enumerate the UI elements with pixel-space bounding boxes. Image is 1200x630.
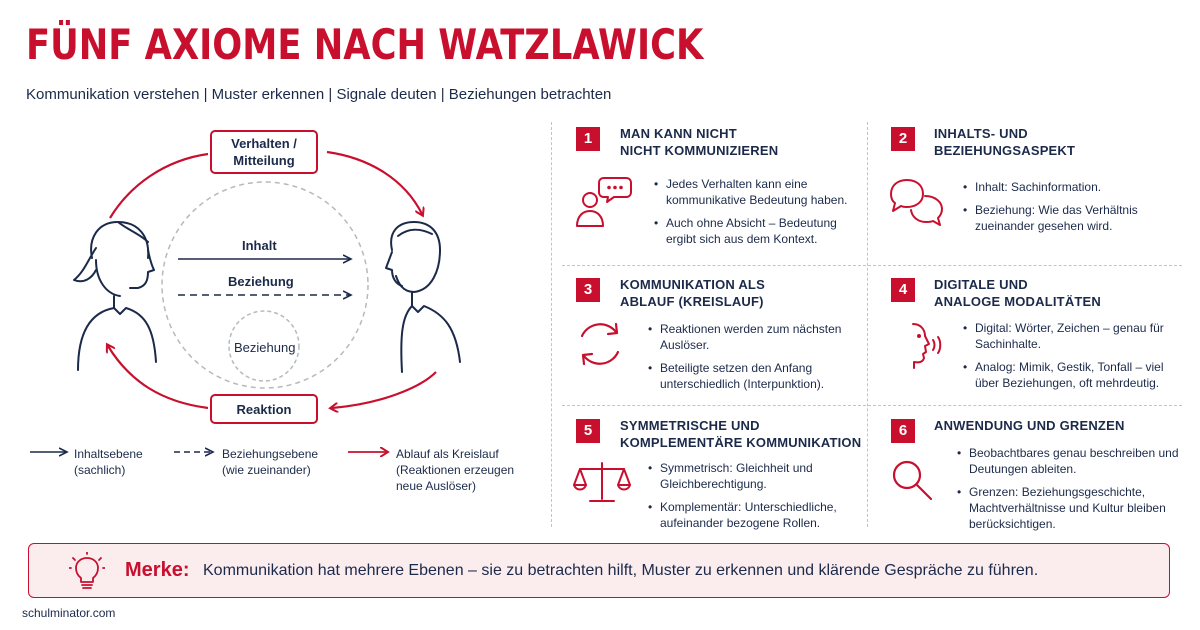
axiom-title-6: ANWENDUNG UND GRENZEN	[934, 418, 1125, 433]
bullet: • Reaktionen werden zum nächsten Auslöser.	[648, 321, 860, 353]
axiom-title-2: INHALTS- UND BEZIEHUNGSASPEKT	[934, 126, 1076, 158]
page-subtitle: Kommunikation verstehen | Muster erkennen | Signale deuten | Beziehungen betrachten	[26, 86, 612, 103]
person-speech-icon	[574, 174, 634, 230]
axiom-title-4: DIGITALE UND ANALOGE MODALITÄTEN	[934, 277, 1102, 309]
mitteilung-line: Mitteilung	[233, 153, 295, 168]
axiom-title-3: KOMMUNIKATION ALS ABLAUF (KREISLAUF)	[620, 277, 765, 309]
communication-diagram	[0, 110, 540, 530]
bullet: • Beziehung: Wie das Verhältnis zueinander gesehen wird.	[963, 202, 1168, 234]
page-title: FÜNF AXIOME NACH WATZLAWICK	[26, 20, 704, 69]
cycle-arc-bottom-left	[108, 346, 208, 408]
bullet: • Analog: Mimik, Gestik, Tonfall – viel über Beziehungen, oft mehrdeutig.	[963, 359, 1168, 391]
legend-inhaltsebene: Inhaltsebene (sachlich)	[74, 447, 143, 477]
axiom-bullets-3	[648, 321, 860, 399]
axiom-number-6: 6	[891, 419, 915, 443]
axiom-number-3: 3	[576, 278, 600, 302]
grid-divider-middle	[867, 122, 868, 527]
man-figure	[386, 222, 460, 372]
axiom-bullets-4	[963, 320, 1168, 398]
cycle-arc-bottom-right	[332, 372, 436, 408]
bullet: • Digital: Wörter, Zeichen – genau für Sachinhalte.	[963, 320, 1168, 352]
bullet: • Symmetrisch: Gleichheit und Gleichberechtigung.	[648, 460, 860, 492]
reaktion-box: Reaktion	[210, 394, 318, 424]
verhalten-mitteilung-box	[210, 130, 318, 174]
legend-beziehungsebene: Beziehungsebene (wie zueinander)	[222, 447, 319, 477]
speaking-face-icon	[899, 316, 955, 372]
lightbulb-icon	[69, 552, 105, 592]
axiom-bullets-1	[654, 176, 864, 254]
speech-bubbles-icon	[887, 176, 947, 228]
bullet: • Inhalt: Sachinformation.	[963, 179, 1168, 195]
axiom-bullets-6	[957, 445, 1187, 539]
axiom-title-1: MAN KANN NICHT NICHT KOMMUNIZIEREN	[620, 126, 779, 158]
beziehung-label: Beziehung	[228, 274, 294, 289]
bullet: • Grenzen: Beziehungsgeschichte, Machtverhältnisse und Kultur bleiben berücksichtigen.	[957, 484, 1187, 532]
bullet: • Komplementär: Unterschiedliche, aufeinander bezogene Rollen.	[648, 499, 860, 531]
scales-icon	[572, 461, 632, 505]
bullet: • Beobachtbares genau beschreiben und Deutungen ableiten.	[957, 445, 1187, 477]
axiom-bullets-5	[648, 460, 860, 538]
footer-brand: schulminator.com	[22, 606, 116, 620]
grid-divider-row2	[562, 405, 1182, 406]
grid-divider-left	[551, 122, 552, 527]
axiom-number-2: 2	[891, 127, 915, 151]
merke-label: Merke:	[125, 559, 190, 581]
legend-kreislauf: Ablauf als Kreislauf (Reaktionen erzeugen neue Auslöser)	[396, 447, 515, 493]
merke-box	[28, 543, 1170, 598]
bullet: • Beteiligte setzen den Anfang unterschiedlich (Interpunktion).	[648, 360, 860, 392]
axiom-number-5: 5	[576, 419, 600, 443]
woman-figure	[74, 222, 156, 370]
axiom-number-1: 1	[576, 127, 600, 151]
axiom-bullets-2	[963, 179, 1168, 241]
cycle-arc-top-right	[327, 152, 422, 214]
merke-text: Kommunikation hat mehrere Ebenen – sie zu betrachten hilft, Muster zu erkennen und klärende Gespräche zu führen.	[203, 562, 1039, 579]
inhalt-label: Inhalt	[242, 238, 277, 253]
bullet: • Jedes Verhalten kann eine kommunikative Bedeutung haben.	[654, 176, 864, 208]
cycle-arc-top-left	[110, 154, 208, 218]
cycle-icon	[572, 316, 628, 372]
magnifier-icon	[889, 457, 937, 505]
bullet: • Auch ohne Absicht – Bedeutung ergibt sich aus dem Kontext.	[654, 215, 864, 247]
grid-divider-row1	[562, 265, 1182, 266]
axiom-number-4: 4	[891, 278, 915, 302]
inner-beziehung-label: Beziehung	[234, 340, 296, 355]
verhalten-line: Verhalten /	[231, 136, 297, 151]
axiom-title-5: SYMMETRISCHE UND KOMPLEMENTÄRE KOMMUNIKATION	[620, 418, 862, 450]
